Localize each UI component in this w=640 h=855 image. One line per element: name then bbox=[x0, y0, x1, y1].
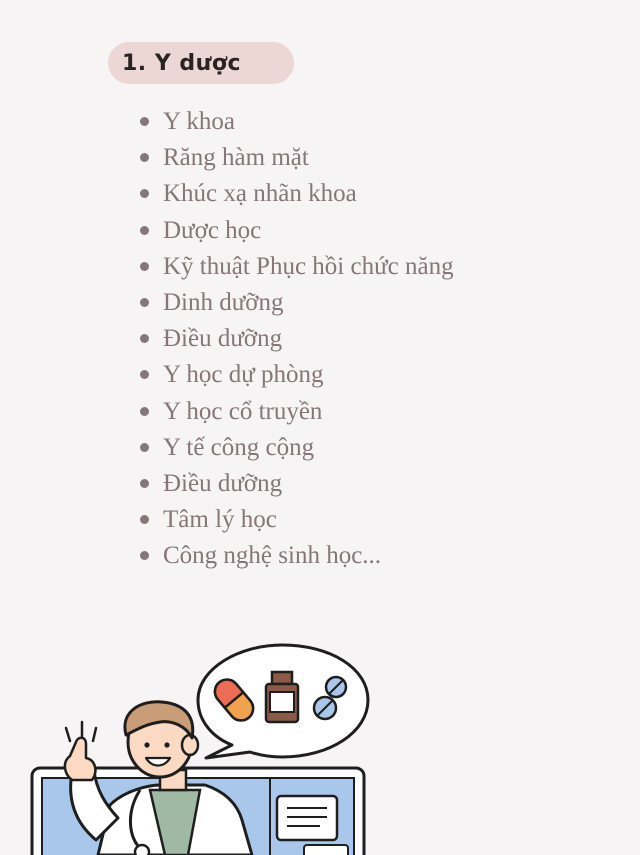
list-item: Khúc xạ nhãn khoa bbox=[136, 176, 454, 212]
list-item: Công nghệ sinh học... bbox=[136, 538, 454, 574]
list-item: Y khoa bbox=[136, 104, 454, 140]
section-title: 1. Y dược bbox=[122, 50, 241, 76]
list-item: Điều dưỡng bbox=[136, 466, 454, 502]
list-item: Kỹ thuật Phục hồi chức năng bbox=[136, 249, 454, 285]
list-item: Y học cổ truyền bbox=[136, 394, 454, 430]
list-item: Y học dự phòng bbox=[136, 357, 454, 393]
list-item: Răng hàm mặt bbox=[136, 140, 454, 176]
medicine-bottle-icon bbox=[266, 672, 298, 722]
list-item: Điều dưỡng bbox=[136, 321, 454, 357]
list-item: Dược học bbox=[136, 213, 454, 249]
list-item: Tâm lý học bbox=[136, 502, 454, 538]
list-item: Y tế công cộng bbox=[136, 430, 454, 466]
list-item: Dinh dưỡng bbox=[136, 285, 454, 321]
